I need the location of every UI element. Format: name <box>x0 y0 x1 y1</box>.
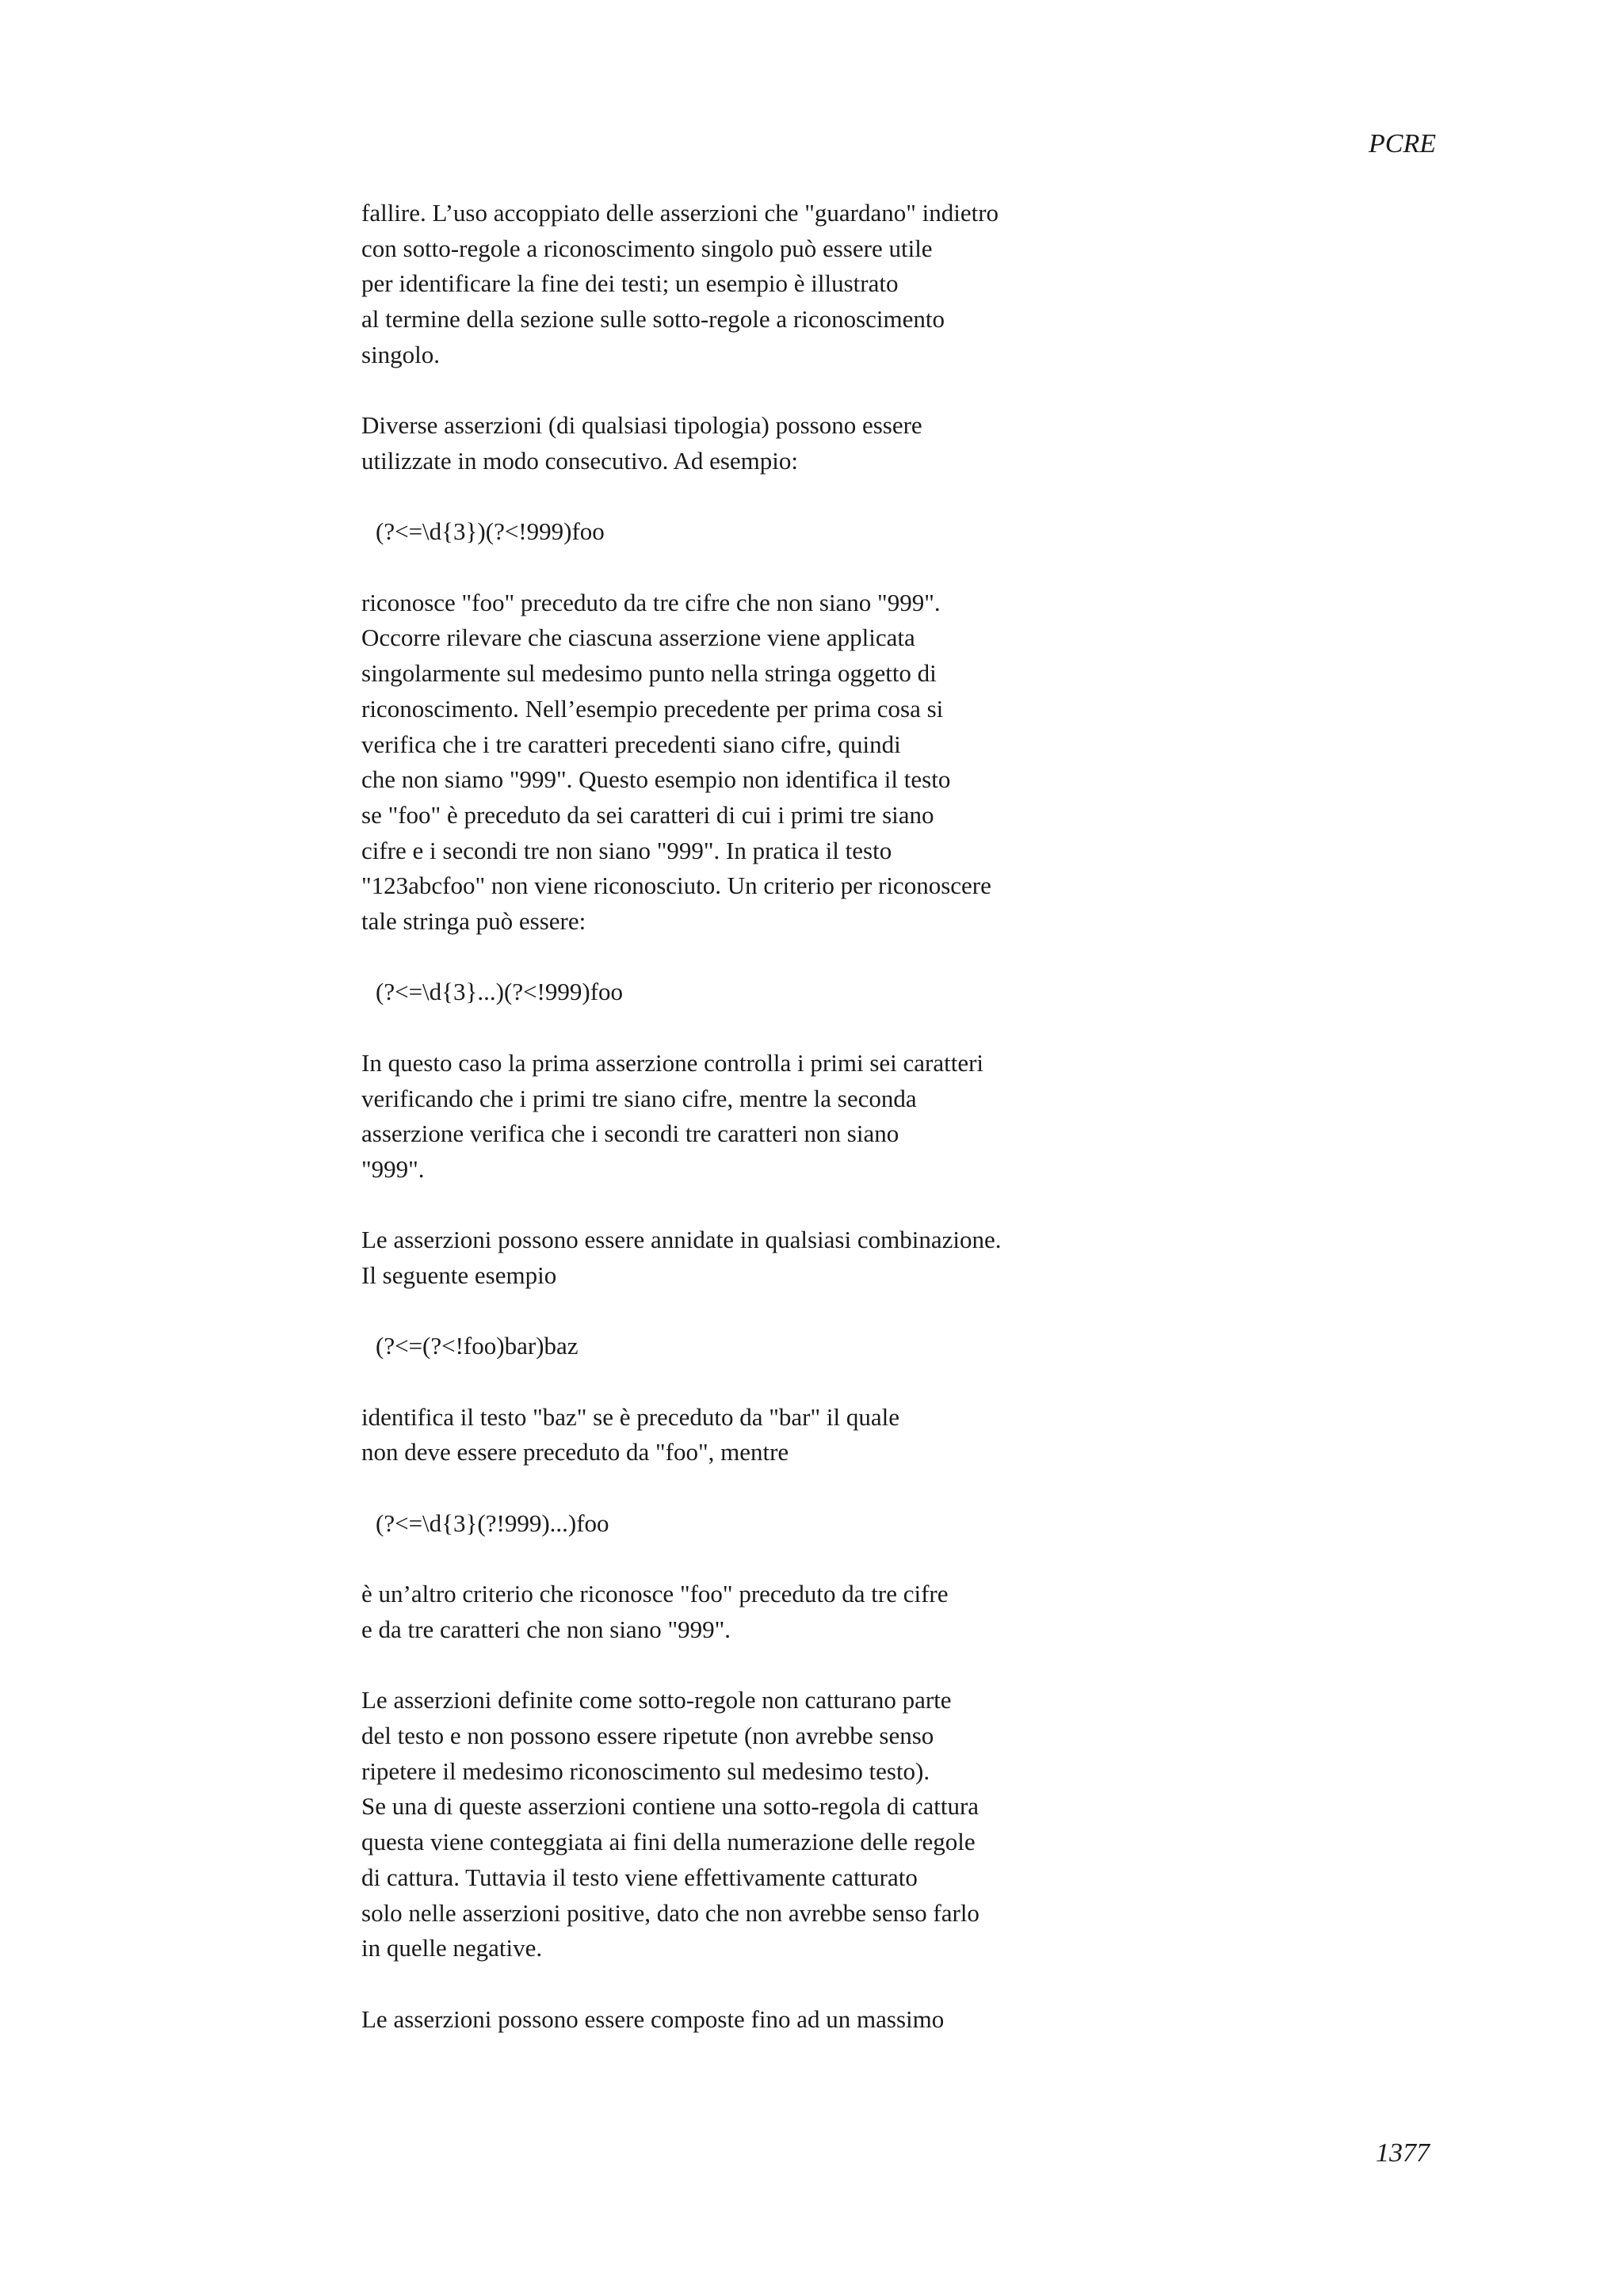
paragraph <box>361 2002 1154 2038</box>
text-line: tale stringa può essere: <box>361 907 586 936</box>
code-example <box>361 1506 1154 1542</box>
text-line: con sotto-regole a riconoscimento singolo può essere utile <box>361 234 933 262</box>
text-line: utilizzate in modo consecutivo. Ad esempio: <box>361 446 798 475</box>
text-line: in quelle negative. <box>361 1934 543 1962</box>
paragraph <box>361 408 1154 479</box>
paragraph <box>361 1400 1154 1470</box>
paragraph <box>361 585 1154 940</box>
text-line: per identificare la fine dei testi; un esempio è illustrato <box>361 269 899 298</box>
text-line: cifre e i secondi tre non siano "999". In pratica il testo <box>361 836 892 864</box>
text-line: verificando che i primi tre siano cifre, mentre la seconda <box>361 1084 917 1112</box>
paragraph <box>361 1577 1154 1647</box>
text-line: che non siamo "999". Questo esempio non identifica il testo <box>361 765 951 794</box>
running-header-title: PCRE <box>1369 129 1436 158</box>
paragraph <box>361 1222 1154 1293</box>
text-line: fallire. L’uso accoppiato delle asserzioni che "guardano" indietro <box>361 199 999 227</box>
text-line: Occorre rilevare che ciascuna asserzione viene applicata <box>361 624 915 652</box>
code-example <box>361 1329 1154 1364</box>
text-line: Se una di queste asserzioni contiene una sotto-regola di cattura <box>361 1792 980 1821</box>
code-line: (?<=\d{3}...)(?<!999)foo <box>376 978 624 1006</box>
text-line: di cattura. Tuttavia il testo viene effettivamente catturato <box>361 1863 918 1891</box>
text-line: Le asserzioni possono essere annidate in qualsiasi combinazione. <box>361 1226 1002 1254</box>
paragraph <box>361 1683 1154 1966</box>
text-line: questa viene conteggiata ai fini della numerazione delle regole <box>361 1828 976 1856</box>
text-line: asserzione verifica che i secondi tre caratteri non siano <box>361 1119 899 1148</box>
text-line: singolo. <box>361 340 441 368</box>
text-line: riconoscimento. Nell’esempio precedente per prima cosa si <box>361 694 944 723</box>
text-line: e da tre caratteri che non siano "999". <box>361 1615 731 1643</box>
text-line: identifica il testo "baz" se è preceduto da "bar" il quale <box>361 1402 899 1431</box>
text-line: verifica che i tre caratteri precedenti siano cifre, quindi <box>361 730 901 758</box>
paragraph <box>361 1046 1154 1188</box>
text-line: Le asserzioni possono essere composte fino ad un massimo <box>361 2004 945 2033</box>
text-line: ripetere il medesimo riconoscimento sul medesimo testo). <box>361 1756 930 1785</box>
text-line: "999". <box>361 1154 425 1183</box>
page-number: 1377 <box>1376 2138 1430 2168</box>
text-line: riconosce "foo" preceduto da tre cifre che non siano "999". <box>361 588 941 616</box>
text-line: se "foo" è preceduto da sei caratteri di cui i primi tre siano <box>361 800 934 829</box>
text-line: è un’altro criterio che riconosce "foo" preceduto da tre cifre <box>361 1580 949 1608</box>
text-line: solo nelle asserzioni positive, dato che non avrebbe senso farlo <box>361 1898 980 1927</box>
text-line: singolarmente sul medesimo punto nella stringa oggetto di <box>361 659 937 688</box>
code-example <box>361 514 1154 550</box>
text-line: "123abcfoo" non viene riconosciuto. Un criterio per riconoscere <box>361 871 991 900</box>
text-line: al termine della sezione sulle sotto-regole a riconoscimento <box>361 305 945 334</box>
text-line: Diverse asserzioni (di qualsiasi tipologia) possono essere <box>361 411 922 440</box>
text-line: del testo e non possono essere ripetute (non avrebbe senso <box>361 1722 934 1750</box>
paragraph <box>361 196 1154 373</box>
text-line: Il seguente esempio <box>361 1261 557 1289</box>
code-line: (?<=\d{3}(?!999)...)foo <box>376 1508 609 1537</box>
body-text <box>361 196 1154 2073</box>
code-line: (?<=(?<!foo)bar)baz <box>376 1332 579 1360</box>
text-line: Le asserzioni definite come sotto-regole non catturano parte <box>361 1686 952 1714</box>
code-line: (?<=\d{3})(?<!999)foo <box>376 517 605 546</box>
text-line: non deve essere preceduto da "foo", mentre <box>361 1438 789 1466</box>
code-example <box>361 974 1154 1010</box>
text-line: In questo caso la prima asserzione controlla i primi sei caratteri <box>361 1048 984 1077</box>
